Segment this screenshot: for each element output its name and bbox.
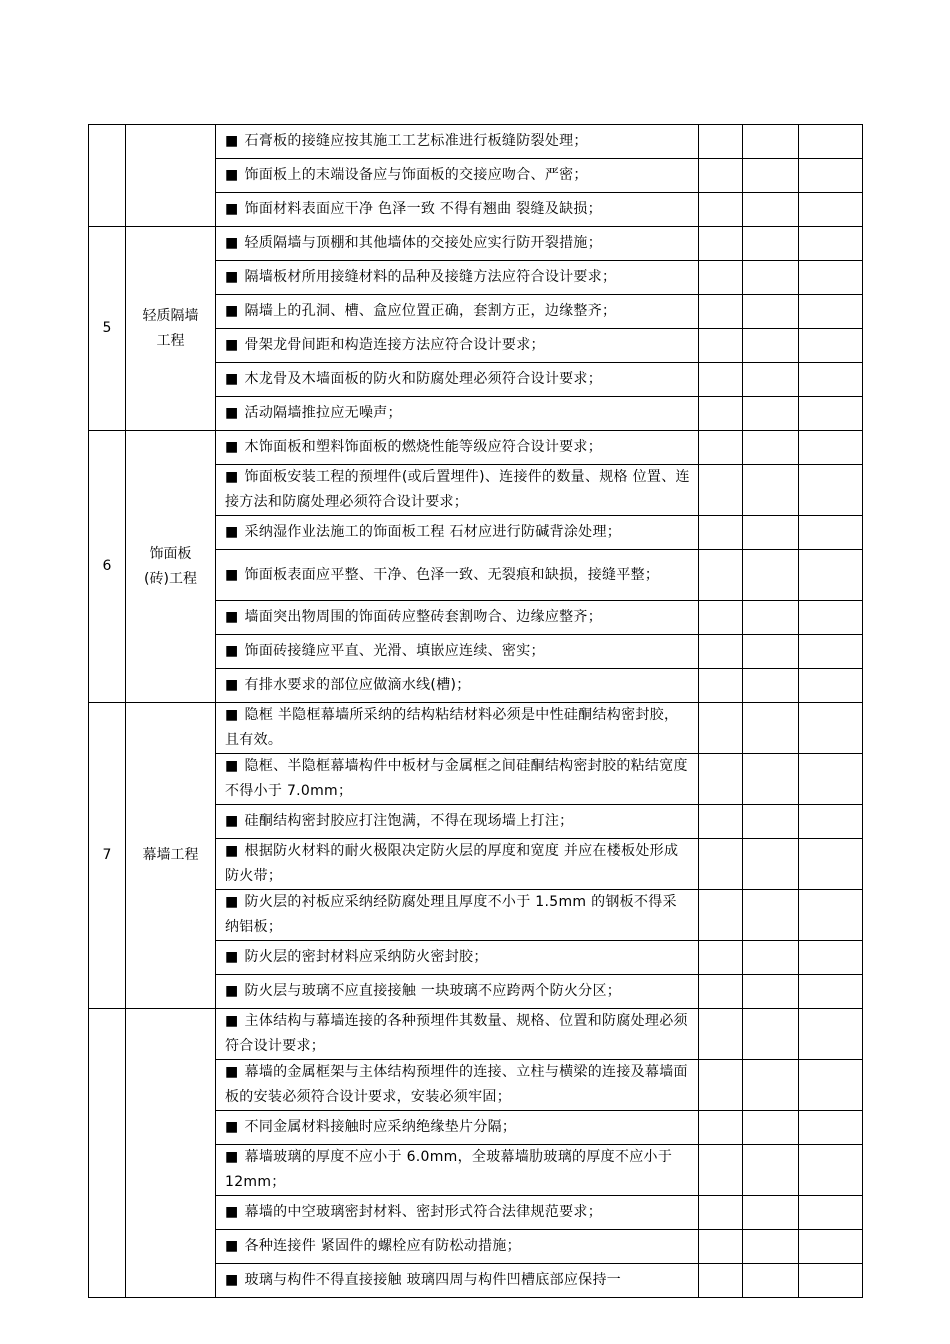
square-bullet-icon: ■ <box>225 371 239 387</box>
check-cell[interactable] <box>699 975 743 1009</box>
check-cell[interactable] <box>799 431 863 465</box>
check-cell[interactable] <box>743 703 799 754</box>
check-cell[interactable] <box>743 1009 799 1060</box>
square-bullet-icon: ■ <box>225 894 239 910</box>
table-row <box>89 431 863 465</box>
requirement-text: 防火层的密封材料应采纳防火密封胶； <box>244 949 488 965</box>
table-row <box>89 125 863 159</box>
check-cell[interactable] <box>699 1230 743 1264</box>
check-cell[interactable] <box>699 1264 743 1298</box>
requirement-text: 幕墙的中空玻璃密封材料、密封形式符合法律规范要求； <box>244 1204 603 1220</box>
check-cell[interactable] <box>799 1145 863 1196</box>
check-cell[interactable] <box>743 431 799 465</box>
requirement-cell <box>216 227 699 261</box>
requirement-cell <box>216 1060 699 1111</box>
square-bullet-icon: ■ <box>225 949 239 965</box>
check-cell[interactable] <box>743 193 799 227</box>
requirement-text: 石膏板的接缝应按其施工工艺标准进行板缝防裂处理； <box>244 133 588 149</box>
check-cell[interactable] <box>799 1009 863 1060</box>
requirement-text: 饰面板上的末端设备应与饰面板的交接应吻合、严密； <box>244 167 588 183</box>
check-cell[interactable] <box>699 941 743 975</box>
check-cell[interactable] <box>799 550 863 601</box>
check-cell[interactable] <box>699 601 743 635</box>
check-cell[interactable] <box>699 805 743 839</box>
check-cell[interactable] <box>743 601 799 635</box>
check-cell[interactable] <box>743 1230 799 1264</box>
requirement-cell <box>216 125 699 159</box>
category-label: 饰面板 <box>149 545 192 562</box>
item-number-cell: 7 <box>89 703 126 1009</box>
check-cell[interactable] <box>799 890 863 941</box>
check-cell[interactable] <box>743 754 799 805</box>
check-cell[interactable] <box>699 295 743 329</box>
requirement-cell <box>216 941 699 975</box>
check-cell[interactable] <box>699 635 743 669</box>
check-cell[interactable] <box>743 890 799 941</box>
requirement-text: 根据防火材料的耐火极限决定防火层的厚度和宽度 并应在楼板处形成防火带； <box>225 843 679 884</box>
square-bullet-icon: ■ <box>225 235 239 251</box>
check-cell[interactable] <box>743 1145 799 1196</box>
check-cell[interactable] <box>743 329 799 363</box>
square-bullet-icon: ■ <box>225 133 239 149</box>
check-cell[interactable] <box>799 1196 863 1230</box>
square-bullet-icon: ■ <box>225 677 239 693</box>
square-bullet-icon: ■ <box>225 609 239 625</box>
requirement-text: 采纳湿作业法施工的饰面板工程 石材应进行防碱背涂处理； <box>244 524 622 540</box>
check-cell[interactable] <box>799 635 863 669</box>
check-cell[interactable] <box>799 669 863 703</box>
requirement-cell <box>216 1145 699 1196</box>
requirement-cell <box>216 516 699 550</box>
requirement-text: 有排水要求的部位应做滴水线(槽)； <box>244 677 471 693</box>
check-cell[interactable] <box>743 635 799 669</box>
requirement-cell <box>216 397 699 431</box>
check-cell[interactable] <box>699 516 743 550</box>
category-cell <box>126 227 216 431</box>
requirement-text: 隔墙板材所用接缝材料的品种及接缝方法应符合设计要求； <box>244 269 617 285</box>
check-cell[interactable] <box>743 397 799 431</box>
table-row <box>89 703 863 754</box>
check-cell[interactable] <box>743 227 799 261</box>
requirement-text: 饰面砖接缝应平直、光滑、填嵌应连续、密实； <box>244 643 545 659</box>
item-number-cell <box>89 1009 126 1298</box>
check-cell[interactable] <box>699 550 743 601</box>
requirement-cell <box>216 159 699 193</box>
table-row <box>89 1009 863 1060</box>
requirement-text: 轻质隔墙与顶棚和其他墙体的交接处应实行防开裂措施； <box>244 235 603 251</box>
check-cell[interactable] <box>743 1264 799 1298</box>
requirement-text: 木龙骨及木墙面板的防火和防腐处理必须符合设计要求； <box>244 371 603 387</box>
check-cell[interactable] <box>699 465 743 516</box>
square-bullet-icon: ■ <box>225 813 239 829</box>
check-cell[interactable] <box>699 363 743 397</box>
check-cell[interactable] <box>699 227 743 261</box>
square-bullet-icon: ■ <box>225 439 239 455</box>
check-cell[interactable] <box>743 516 799 550</box>
check-cell[interactable] <box>799 329 863 363</box>
category-label: 工程 <box>156 332 185 349</box>
check-cell[interactable] <box>699 890 743 941</box>
item-number-cell: 6 <box>89 431 126 703</box>
square-bullet-icon: ■ <box>225 167 239 183</box>
check-cell[interactable] <box>799 159 863 193</box>
requirement-cell <box>216 431 699 465</box>
check-cell[interactable] <box>743 1060 799 1111</box>
category-label: (砖)工程 <box>144 570 197 587</box>
check-cell[interactable] <box>699 261 743 295</box>
check-cell[interactable] <box>699 1145 743 1196</box>
check-cell[interactable] <box>699 839 743 890</box>
square-bullet-icon: ■ <box>225 1149 239 1165</box>
check-cell[interactable] <box>743 669 799 703</box>
requirement-cell <box>216 975 699 1009</box>
item-number-cell: 5 <box>89 227 126 431</box>
inspection-sheet <box>88 124 862 1292</box>
check-cell[interactable] <box>743 465 799 516</box>
check-cell[interactable] <box>699 1196 743 1230</box>
check-cell[interactable] <box>743 975 799 1009</box>
check-cell[interactable] <box>699 669 743 703</box>
square-bullet-icon: ■ <box>225 524 239 540</box>
square-bullet-icon: ■ <box>225 337 239 353</box>
check-cell[interactable] <box>699 159 743 193</box>
requirement-text: 隐框、半隐框幕墙构件中板材与金属框之间硅酮结构密封胶的粘结宽度不得小于 7.0mm； <box>225 758 688 799</box>
square-bullet-icon: ■ <box>225 303 239 319</box>
requirement-cell <box>216 465 699 516</box>
requirement-text: 饰面板安装工程的预埋件(或后置埋件)、连接件的数量、规格 位置、连接方法和防腐处理必须符合设计要求； <box>225 469 690 510</box>
check-cell[interactable] <box>799 465 863 516</box>
check-cell[interactable] <box>799 601 863 635</box>
square-bullet-icon: ■ <box>225 1238 239 1254</box>
requirement-cell <box>216 550 699 601</box>
square-bullet-icon: ■ <box>225 1013 239 1029</box>
check-cell[interactable] <box>799 516 863 550</box>
requirement-cell <box>216 890 699 941</box>
category-label: 轻质隔墙 <box>142 307 199 324</box>
category-cell <box>126 703 216 1009</box>
check-cell[interactable] <box>743 805 799 839</box>
check-cell[interactable] <box>743 941 799 975</box>
check-cell[interactable] <box>699 431 743 465</box>
requirement-text: 主体结构与幕墙连接的各种预埋件其数量、规格、位置和防腐处理必须符合设计要求； <box>225 1013 688 1054</box>
check-cell[interactable] <box>699 754 743 805</box>
requirement-text: 防火层与玻璃不应直接接触 一块玻璃不应跨两个防火分区； <box>244 983 622 999</box>
square-bullet-icon: ■ <box>225 707 239 723</box>
check-cell[interactable] <box>799 975 863 1009</box>
check-cell[interactable] <box>743 1196 799 1230</box>
check-cell[interactable] <box>699 397 743 431</box>
requirement-cell <box>216 363 699 397</box>
check-cell[interactable] <box>799 295 863 329</box>
check-cell[interactable] <box>699 329 743 363</box>
check-cell[interactable] <box>799 1230 863 1264</box>
requirement-text: 木饰面板和塑料饰面板的燃烧性能等级应符合设计要求； <box>244 439 603 455</box>
square-bullet-icon: ■ <box>225 405 239 421</box>
check-cell[interactable] <box>799 397 863 431</box>
check-cell[interactable] <box>799 1264 863 1298</box>
check-cell[interactable] <box>799 363 863 397</box>
requirement-text: 饰面板表面应平整、干净、色泽一致、无裂痕和缺损，接缝平整； <box>244 566 660 583</box>
check-cell[interactable] <box>799 125 863 159</box>
requirement-cell <box>216 754 699 805</box>
check-cell[interactable] <box>743 363 799 397</box>
square-bullet-icon: ■ <box>225 1119 239 1135</box>
check-cell[interactable] <box>743 261 799 295</box>
square-bullet-icon: ■ <box>225 643 239 659</box>
square-bullet-icon: ■ <box>225 1272 239 1288</box>
check-cell[interactable] <box>799 754 863 805</box>
category-cell <box>126 125 216 227</box>
square-bullet-icon: ■ <box>225 1204 239 1220</box>
requirement-cell <box>216 295 699 329</box>
square-bullet-icon: ■ <box>225 469 239 485</box>
square-bullet-icon: ■ <box>225 843 239 859</box>
requirement-cell <box>216 1264 699 1298</box>
requirement-text: 饰面材料表面应干净 色泽一致 不得有翘曲 裂缝及缺损； <box>244 201 602 217</box>
requirement-cell <box>216 1111 699 1145</box>
requirement-text: 隔墙上的孔洞、槽、盒应位置正确，套割方正，边缘整齐； <box>244 303 617 319</box>
requirement-text: 各种连接件 紧固件的螺栓应有防松动措施； <box>244 1238 521 1254</box>
check-cell[interactable] <box>699 125 743 159</box>
check-cell[interactable] <box>799 805 863 839</box>
requirement-cell <box>216 635 699 669</box>
check-cell[interactable] <box>743 125 799 159</box>
check-cell[interactable] <box>799 261 863 295</box>
requirement-cell <box>216 193 699 227</box>
requirement-cell <box>216 329 699 363</box>
requirement-cell <box>216 1230 699 1264</box>
check-cell[interactable] <box>743 159 799 193</box>
requirement-text: 活动隔墙推拉应无噪声； <box>244 405 402 421</box>
requirement-text: 硅酮结构密封胶应打注饱满，不得在现场墙上打注； <box>244 813 574 829</box>
requirement-cell <box>216 261 699 295</box>
square-bullet-icon: ■ <box>225 269 239 285</box>
requirement-text: 防火层的衬板应采纳经防腐处理且厚度不小于 1.5mm 的钢板不得采纳铝板； <box>225 894 677 935</box>
requirement-text: 幕墙玻璃的厚度不应小于 6.0mm，全玻幕墙肋玻璃的厚度不应小于 12mm； <box>225 1149 673 1190</box>
requirement-cell <box>216 669 699 703</box>
check-cell[interactable] <box>799 193 863 227</box>
check-cell[interactable] <box>743 839 799 890</box>
requirement-cell <box>216 839 699 890</box>
requirement-text: 不同金属材料接触时应采纳绝缘垫片分隔； <box>244 1119 517 1135</box>
check-cell[interactable] <box>699 1060 743 1111</box>
inspection-table <box>88 124 863 1298</box>
requirement-cell <box>216 703 699 754</box>
requirement-text: 幕墙的金属框架与主体结构预埋件的连接、立柱与横梁的连接及幕墙面板的安装必须符合设计要求，安装必须牢固； <box>225 1064 688 1105</box>
category-cell <box>126 1009 216 1298</box>
check-cell[interactable] <box>799 1060 863 1111</box>
requirement-cell <box>216 1009 699 1060</box>
square-bullet-icon: ■ <box>225 566 239 583</box>
check-cell[interactable] <box>799 1111 863 1145</box>
check-cell[interactable] <box>743 550 799 601</box>
check-cell[interactable] <box>699 1111 743 1145</box>
check-cell[interactable] <box>743 295 799 329</box>
check-cell[interactable] <box>699 703 743 754</box>
requirement-cell <box>216 805 699 839</box>
table-row <box>89 227 863 261</box>
requirement-cell <box>216 1196 699 1230</box>
requirement-text: 隐框 半隐框幕墙所采纳的结构粘结材料必须是中性硅酮结构密封胶，且有效。 <box>225 707 679 748</box>
check-cell[interactable] <box>799 227 863 261</box>
check-cell[interactable] <box>699 1009 743 1060</box>
square-bullet-icon: ■ <box>225 983 239 999</box>
category-label: 幕墙工程 <box>142 847 199 863</box>
check-cell[interactable] <box>799 941 863 975</box>
requirement-text: 墙面突出物周围的饰面砖应整砖套割吻合、边缘应整齐； <box>244 609 603 625</box>
check-cell[interactable] <box>699 193 743 227</box>
check-cell[interactable] <box>799 703 863 754</box>
category-cell <box>126 431 216 703</box>
requirement-text: 玻璃与构件不得直接接触 玻璃四周与构件凹槽底部应保持一 <box>244 1272 622 1288</box>
square-bullet-icon: ■ <box>225 1064 239 1080</box>
requirement-text: 骨架龙骨间距和构造连接方法应符合设计要求； <box>244 337 545 353</box>
square-bullet-icon: ■ <box>225 758 239 774</box>
square-bullet-icon: ■ <box>225 201 239 217</box>
requirement-cell <box>216 601 699 635</box>
item-number-cell <box>89 125 126 227</box>
check-cell[interactable] <box>799 839 863 890</box>
check-cell[interactable] <box>743 1111 799 1145</box>
